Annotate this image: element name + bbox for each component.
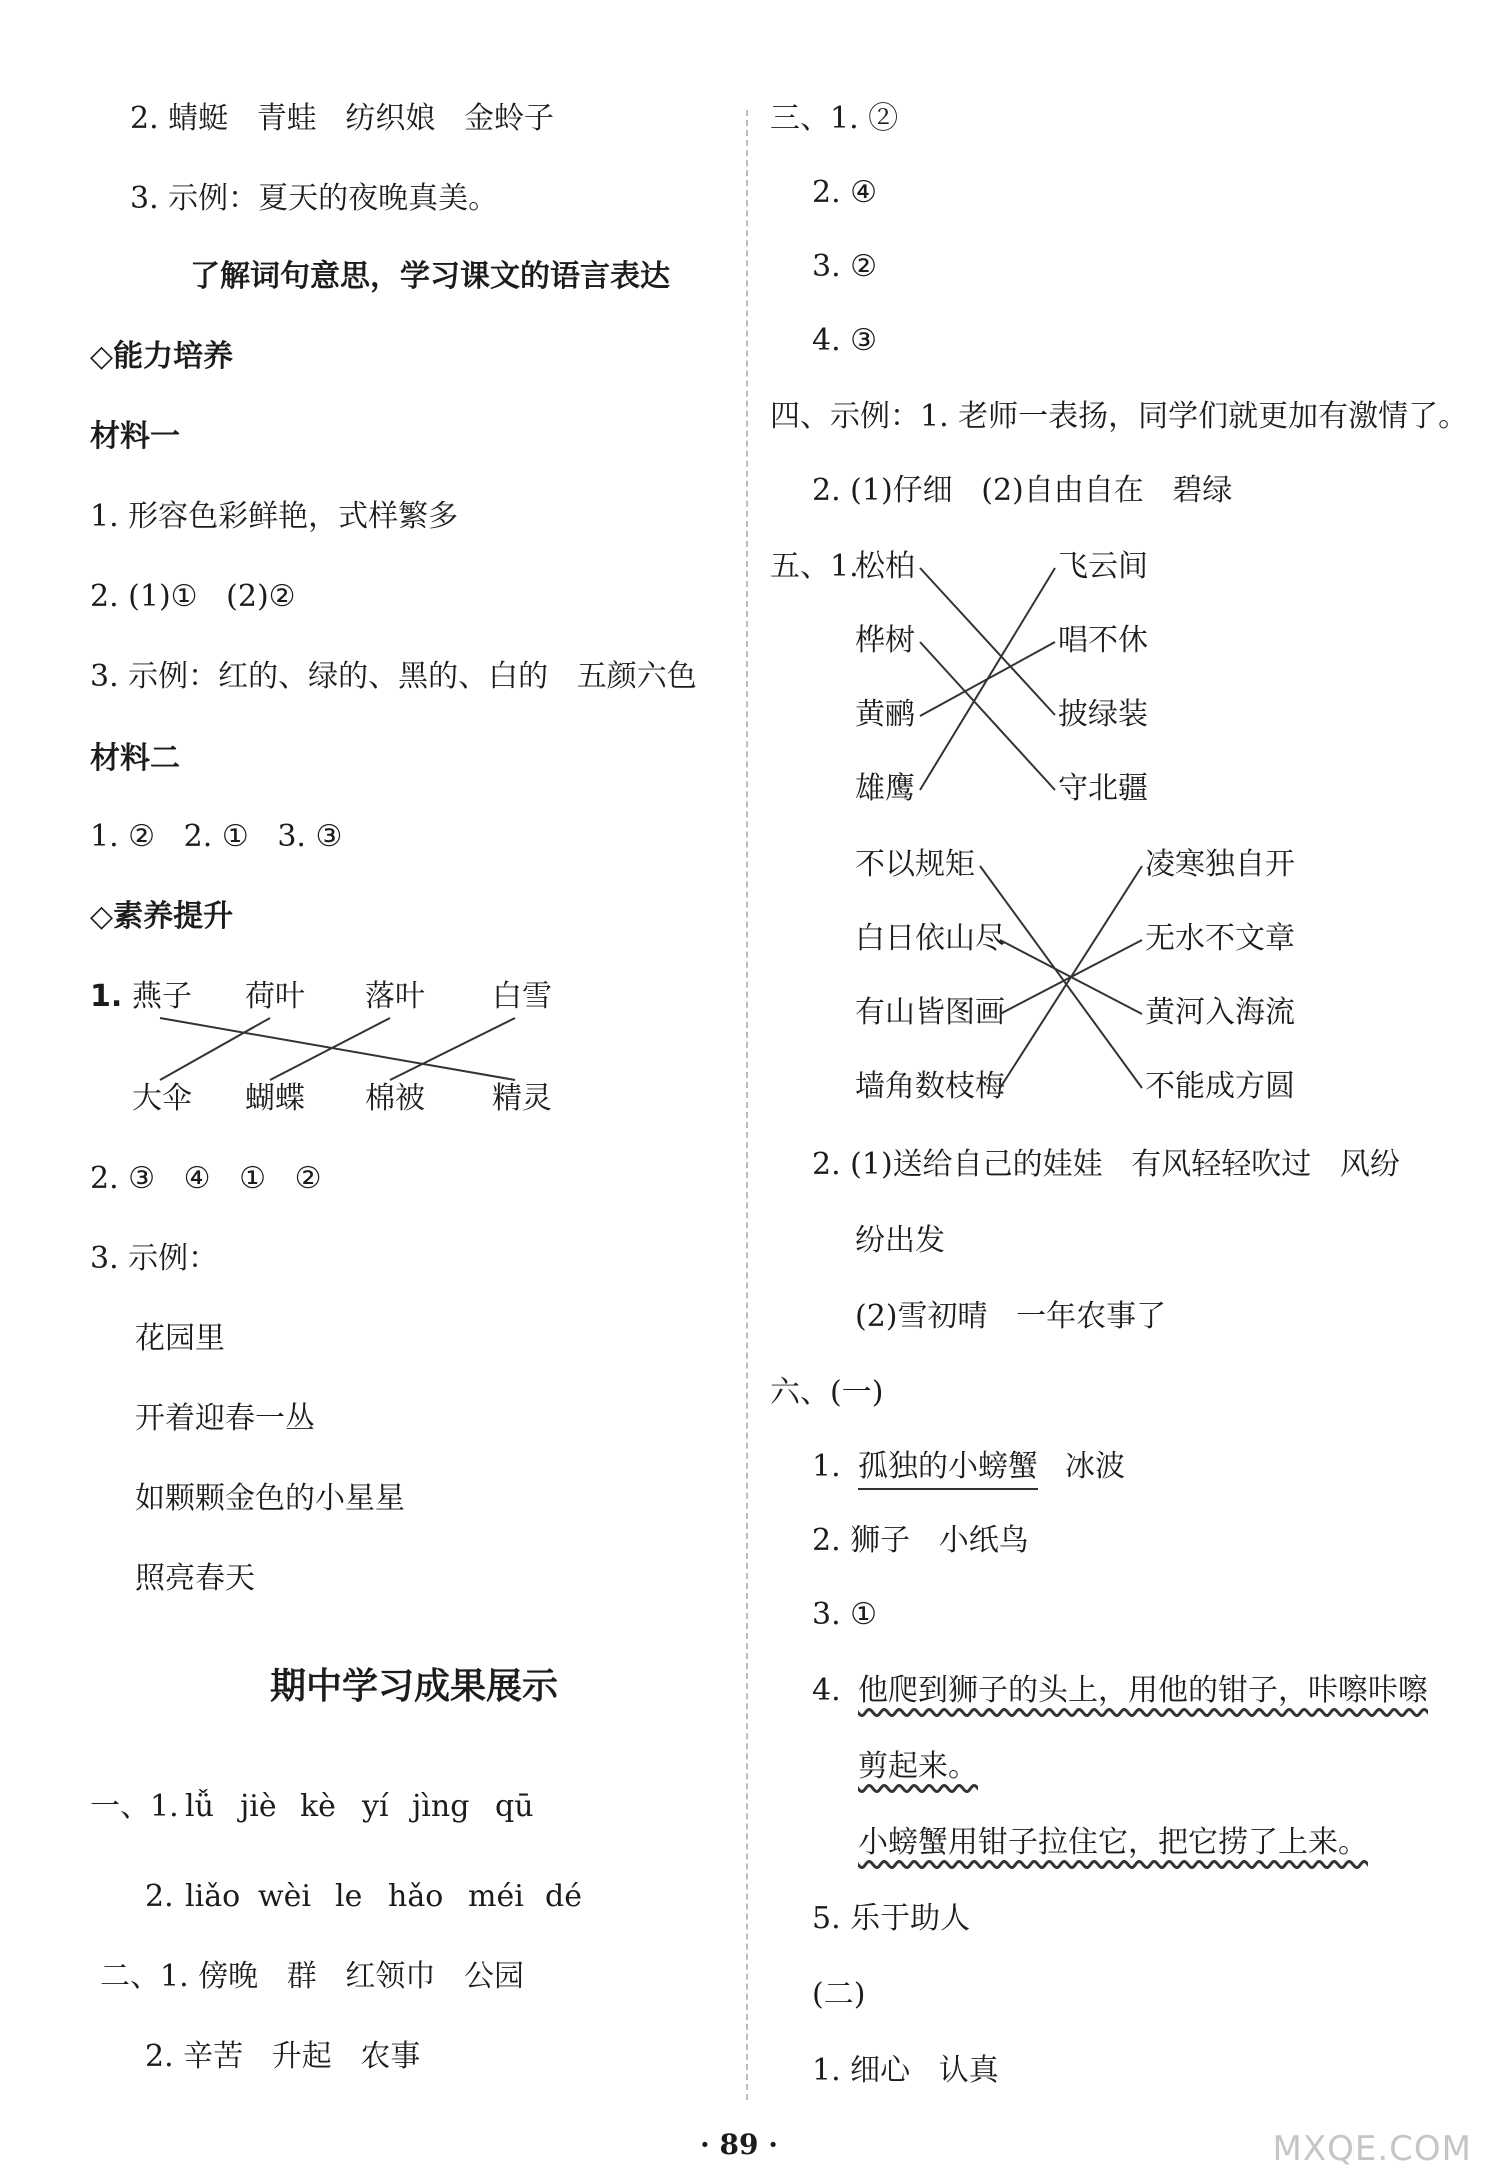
poem-line: 如颗颗金色的小星星 [135,1481,405,1516]
match-word: 披绿装 [1058,697,1148,732]
match-word: 雄鹰 [855,771,915,806]
pinyin: lǚ [185,1789,214,1824]
answer-line: 2. (1)仔细 (2)自由自在 碧绿 [812,473,1233,508]
match-word: 唱不休 [1058,623,1148,658]
poem-line: 花园里 [135,1321,225,1356]
match-word: 荷叶 [245,979,305,1014]
page-number: · 89 · [700,2128,778,2161]
answer-line: 2. ③ ④ ① ② [90,1161,322,1196]
answer-line: 纷出发 [855,1223,945,1258]
answer-line: 二、1. 傍晚 群 红领巾 公园 [100,1959,524,1994]
match-word: 落叶 [365,979,425,1014]
answer-line: 5. 乐于助人 [812,1901,971,1936]
answer-line: 2. (1)送给自己的娃娃 有风轻轻吹过 风纷 [812,1147,1400,1182]
pinyin: jiè [240,1789,277,1824]
wavy-underlined-answer: 小螃蟹用钳子拉住它，把它捞了上来。 [858,1825,1368,1860]
match-word: 精灵 [492,1081,552,1116]
match-phrase: 无水不文章 [1145,921,1295,956]
wavy-underlined-answer: 剪起来。 [858,1749,978,1784]
match-word: 桦树 [855,623,915,658]
pinyin: le [335,1879,363,1914]
answer-line: (二) [812,1977,866,2012]
match-phrase: 凌寒独自开 [1145,847,1295,882]
answer-line: 4. ③ [812,323,878,358]
section-title: 了解词句意思，学习课文的语言表达 [190,259,670,294]
pinyin: hǎo [388,1879,444,1914]
midterm-title: 期中学习成果展示 [270,1666,559,1707]
pinyin: qū [495,1789,534,1824]
match-line [920,568,1055,790]
answer-line: 3. 示例：夏天的夜晚真美。 [130,181,499,216]
match-word: 松柏 [855,549,915,584]
answer-line: 2. 辛苦 升起 农事 [145,2039,421,2074]
match-word: 黄鹂 [855,697,915,732]
answer-line: 冰波 [1065,1449,1125,1484]
material-heading: 材料一 [90,419,180,454]
pinyin: jìng [412,1789,470,1824]
match-word: 守北疆 [1058,771,1148,806]
answer-line: 3. ① [812,1597,878,1632]
match-word: 蝴蝶 [245,1081,305,1116]
subsection-heading: ◇素养提升 [90,899,234,934]
subsection-heading: ◇能力培养 [90,339,234,374]
match-line [390,1018,515,1080]
answer-line: 3. 示例：红的、绿的、黑的、白的 五颜六色 [90,659,697,694]
answer-line: 六、(一) [770,1375,884,1410]
answer-line: 三、1. ② [770,101,899,136]
match-line [270,1018,390,1080]
wavy-underlined-answer: 他爬到狮子的头上，用他的钳子，咔嚓咔嚓 [858,1673,1428,1708]
answer-line: 1. 形容色彩鲜艳，式样繁多 [90,499,459,534]
match-word: 棉被 [365,1081,425,1116]
match-line [920,642,1055,790]
match-word: 飞云间 [1058,549,1148,584]
match-line [920,568,1055,715]
pinyin: kè [300,1789,336,1824]
answer-line: 3. 示例： [90,1241,219,1276]
match-phrase: 有山皆图画 [855,995,1005,1030]
pinyin: dé [545,1879,582,1914]
poem-line: 照亮春天 [135,1561,255,1596]
item-number: 1. [90,979,123,1014]
answer-line: 四、示例：1. 老师一表扬，同学们就更加有激情了。 [770,399,1469,434]
answer-line: 2. 狮子 小纸鸟 [812,1523,1029,1558]
answer-line: 2. 蜻蜓 青蛙 纺织娘 金蛉子 [130,101,554,136]
material-heading: 材料二 [90,741,180,776]
match-word: 大伞 [132,1081,192,1116]
match-line [980,866,1142,1088]
item-number: 2. [145,1879,174,1914]
item-number: 五、1. [770,549,859,584]
match-phrase: 黄河入海流 [1145,995,1295,1030]
answer-line: 1. ② 2. ① 3. ③ [90,819,343,854]
item-number: 4. [812,1673,841,1708]
answer-line: 3. ② [812,249,878,284]
match-word: 白雪 [492,979,552,1014]
item-number: 一、1. [90,1789,179,1824]
match-phrase: 不能成方圆 [1145,1069,1295,1104]
match-word: 燕子 [132,979,192,1014]
match-phrase: 白日依山尽 [855,921,1005,956]
answer-line: 2. (1)① (2)② [90,579,296,614]
underlined-answer: 孤独的小螃蟹 [858,1448,1038,1490]
pinyin: wèi [258,1879,312,1914]
answer-line: (2)雪初晴 一年农事了 [855,1299,1167,1334]
watermark-logo: MXQE.COM [1272,2129,1472,2169]
match-phrase: 不以规矩 [855,847,975,882]
pinyin: liǎo [185,1879,241,1914]
answer-line: 2. ④ [812,175,878,210]
poem-line: 开着迎春一丛 [135,1401,315,1436]
pinyin: yí [362,1789,389,1824]
match-line [1000,866,1142,1088]
answer-line: 1. 细心 认真 [812,2053,999,2088]
pinyin: méi [468,1879,524,1914]
match-phrase: 墙角数枝梅 [855,1069,1005,1104]
item-number: 1. [812,1449,841,1484]
